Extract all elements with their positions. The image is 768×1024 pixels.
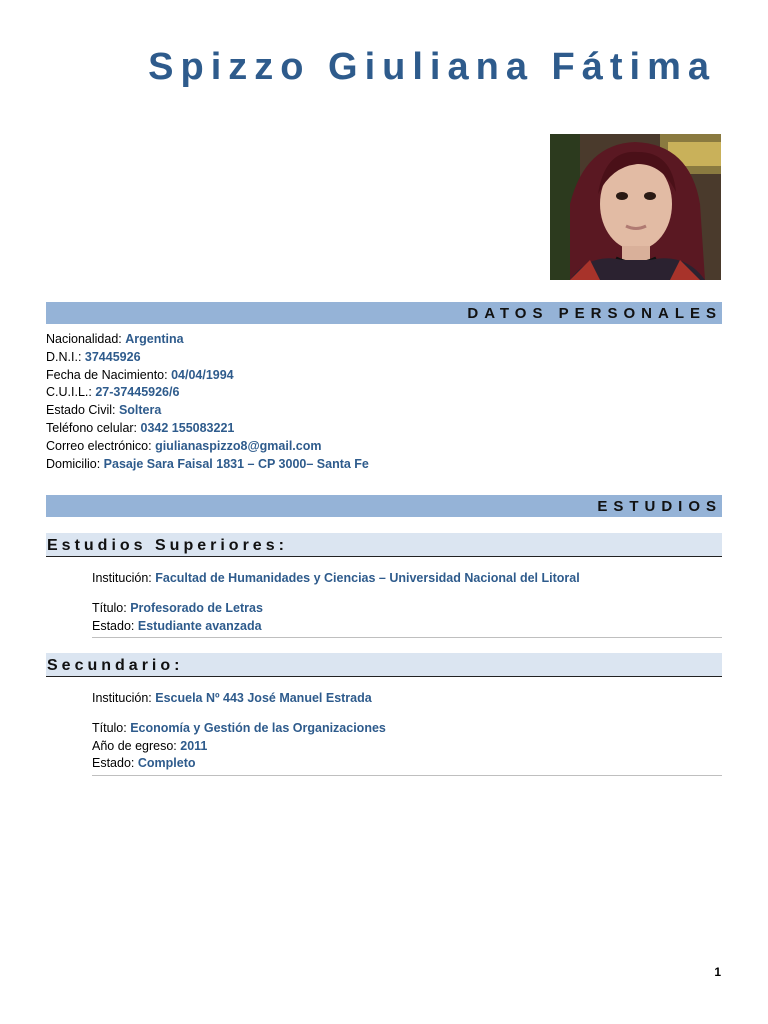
phone-line: Teléfono celular: 0342 155083221 — [46, 420, 235, 435]
divider — [92, 637, 722, 638]
nationality-line: Nacionalidad: Argentina — [46, 332, 184, 346]
birthdate-line: Fecha de Nacimiento: 04/04/1994 — [46, 367, 234, 382]
civil-status-line: Estado Civil: Soltera — [46, 403, 162, 418]
cuil-line: C.U.I.L.: 27-37445926/6 — [46, 385, 180, 400]
degree-line: Título: Profesorado de Letras — [92, 600, 263, 615]
page-number: 1 — [714, 965, 721, 979]
section-title: ESTUDIOS — [597, 498, 722, 515]
address-line: Domicilio: Pasaje Sara Faisal 1831 – CP 3000– Santa Fe — [46, 456, 369, 471]
email-line: Correo electrónico: giulianaspizzo8@gmail.com — [46, 438, 322, 453]
divider — [92, 775, 722, 776]
degree-line: Título: Economía y Gestión de las Organizaciones — [92, 720, 386, 735]
subsection-title: Estudios Superiores: — [47, 537, 288, 554]
status-line: Estado: Estudiante avanzada — [92, 618, 262, 633]
graduation-year-line: Año de egreso: 2011 — [92, 738, 208, 753]
subsection-title: Secundario: — [47, 657, 184, 674]
institution-line: Institución: Escuela Nº 443 José Manuel Estrada — [92, 691, 372, 705]
subsection-secondary — [46, 653, 722, 677]
dni-line: D.N.I.: 37445926 — [46, 349, 141, 364]
email-link[interactable]: giulianaspizzo8@gmail.com — [155, 438, 322, 453]
personal-data-list — [46, 331, 369, 473]
institution-line: Institución: Facultad de Humanidades y Ciencias – Universidad Nacional del Litoral — [92, 571, 580, 585]
secondary-entry — [92, 690, 722, 773]
profile-photo — [550, 134, 721, 280]
section-title: DATOS PERSONALES — [467, 305, 722, 322]
section-personal-data — [46, 302, 722, 324]
section-studies — [46, 495, 722, 517]
subsection-higher-studies — [46, 533, 722, 557]
candidate-name: Spizzo Giuliana Fátima — [148, 46, 716, 88]
higher-studies-entry — [92, 570, 722, 635]
status-line: Estado: Completo — [92, 756, 196, 771]
